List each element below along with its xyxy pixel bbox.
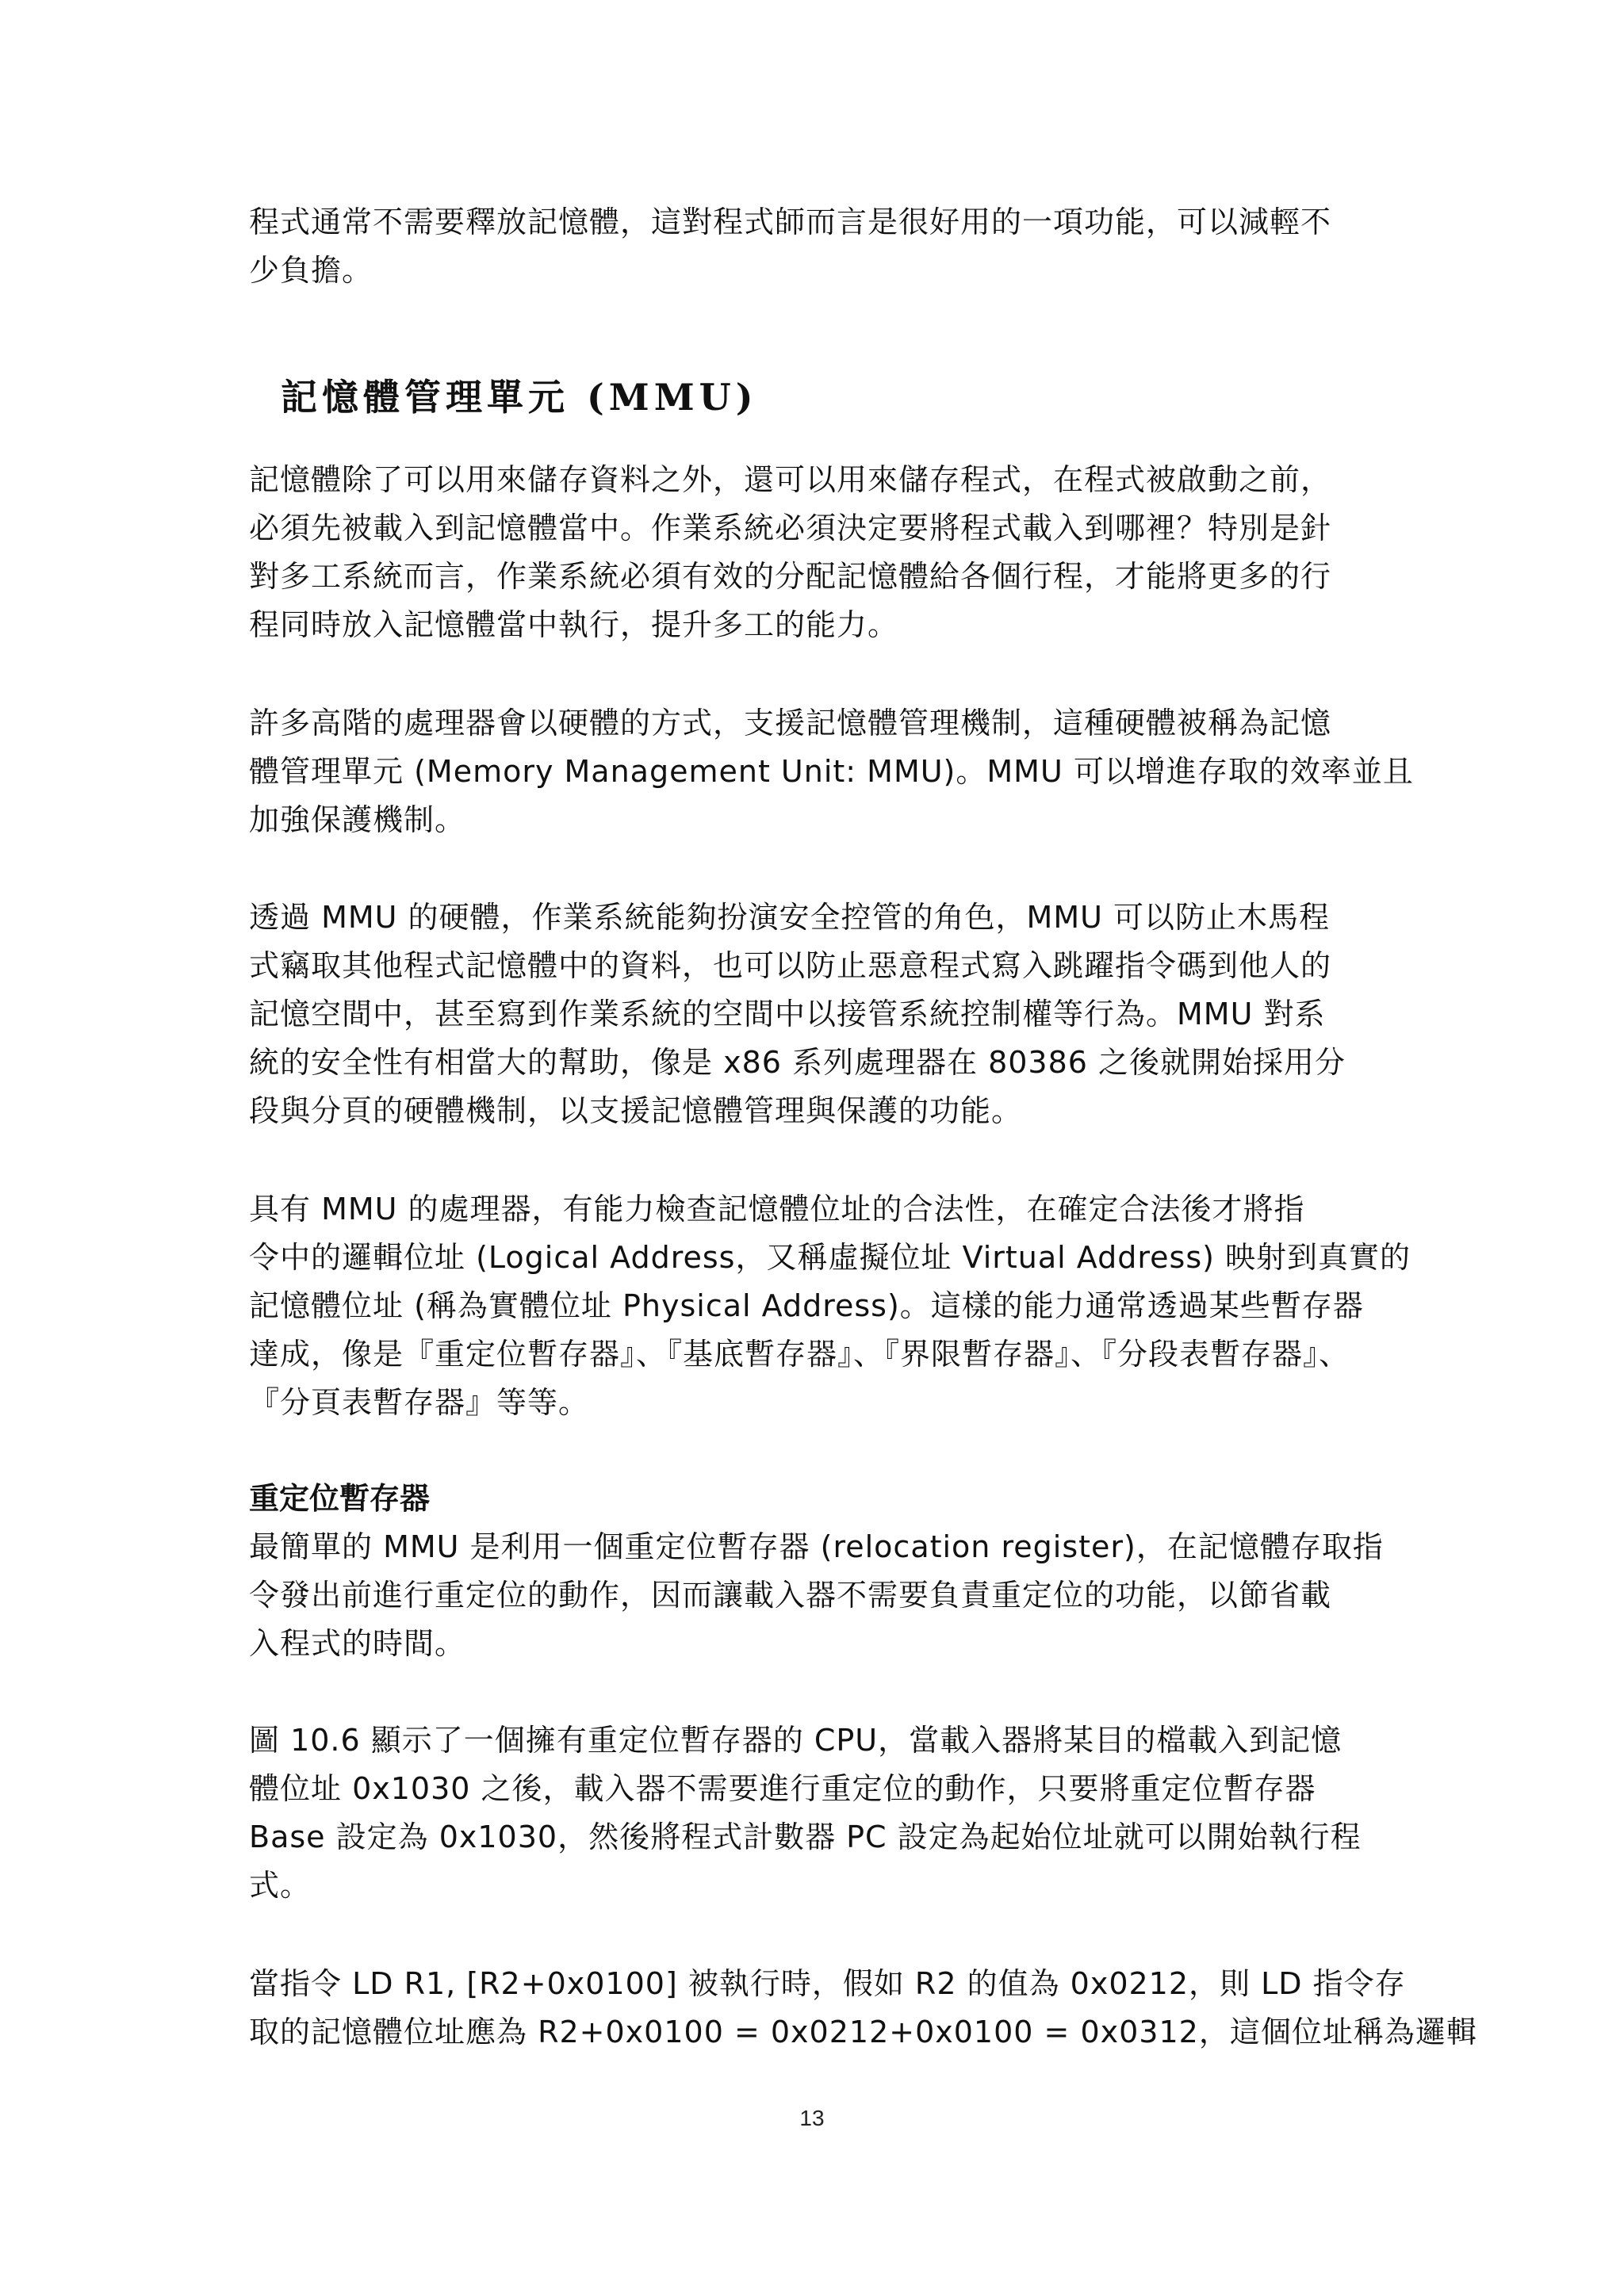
text-line: 具有 MMU 的處理器，有能力檢查記憶體位址的合法性，在確定合法後才將指 bbox=[249, 1192, 1305, 1226]
text-line: 圖 10.6 顯示了一個擁有重定位暫存器的 CPU，當載入器將某目的檔載入到記憶 bbox=[249, 1723, 1342, 1758]
section-title: 記憶體管理單元 (MMU) bbox=[281, 376, 758, 419]
text-line: 令中的邏輯位址 (Logical Address，又稱虛擬位址 Virtual Address) 映射到真實的 bbox=[249, 1240, 1411, 1275]
text-line: 式竊取其他程式記憶體中的資料，也可以防止惡意程式寫入跳躍指令碼到他人的 bbox=[249, 948, 1332, 983]
intro-paragraph bbox=[249, 198, 1391, 295]
text-line: 記憶體位址 (稱為實體位址 Physical Address)。這樣的能力通常透過某些暫存器 bbox=[249, 1288, 1364, 1323]
paragraph-address-translation bbox=[249, 1185, 1411, 1427]
text-line: 統的安全性有相當大的幫助，像是 x86 系列處理器在 80386 之後就開始採用分 bbox=[249, 1045, 1346, 1080]
text-line: 當指令 LD R1, [R2+0x0100] 被執行時，假如 R2 的值為 0x0212，則 LD 指令存 bbox=[249, 1966, 1406, 2001]
text-line: 記憶空間中，甚至寫到作業系統的空間中以接管系統控制權等行為。MMU 對系 bbox=[249, 997, 1326, 1031]
page-number: 13 bbox=[799, 2106, 825, 2130]
text-line: 入程式的時間。 bbox=[249, 1626, 466, 1661]
text-line: 透過 MMU 的硬體，作業系統能夠扮演安全控管的角色，MMU 可以防止木馬程 bbox=[249, 900, 1331, 935]
text-line: 許多高階的處理器會以硬體的方式，支援記憶體管理機制，這種硬體被稱為記憶 bbox=[249, 706, 1332, 740]
paragraph-mmu-security bbox=[249, 894, 1391, 1135]
text-line: 程式通常不需要釋放記憶體，這對程式師而言是很好用的一項功能，可以減輕不 bbox=[249, 205, 1332, 239]
text-line: 段與分頁的硬體機制，以支援記憶體管理與保護的功能。 bbox=[249, 1093, 1023, 1128]
text-line: 記憶體除了可以用來儲存資料之外，還可以用來儲存程式，在程式被啟動之前， bbox=[249, 462, 1332, 497]
paragraph-figure-description bbox=[249, 1716, 1391, 1910]
text-line: 體管理單元 (Memory Management Unit: MMU)。MMU 可以增進存取的效率並且 bbox=[249, 754, 1414, 789]
text-line: 最簡單的 MMU 是利用一個重定位暫存器 (relocation register)，在記憶體存取指 bbox=[249, 1529, 1384, 1564]
text-line: 取的記憶體位址應為 R2+0x0100 = 0x0212+0x0100 = 0x0312，這個位址稱為邏輯 bbox=[249, 2015, 1477, 2049]
text-line: 式。 bbox=[249, 1868, 312, 1903]
paragraph-memory-loading bbox=[249, 456, 1391, 649]
text-line: 少負擔。 bbox=[249, 253, 373, 288]
text-line: 必須先被載入到記憶體當中。作業系統必須決定要將程式載入到哪裡？特別是針 bbox=[249, 511, 1332, 545]
subsection-title: 重定位暫存器 bbox=[249, 1481, 431, 1516]
text-line: 達成，像是『重定位暫存器』、『基底暫存器』、『界限暫存器』、『分段表暫存器』、 bbox=[249, 1337, 1350, 1372]
text-line: 加強保護機制。 bbox=[249, 802, 466, 837]
text-line: 程同時放入記憶體當中執行，提升多工的能力。 bbox=[249, 607, 899, 642]
text-line: 對多工系統而言，作業系統必須有效的分配記憶體給各個行程，才能將更多的行 bbox=[249, 559, 1332, 594]
text-line: 令發出前進行重定位的動作，因而讓載入器不需要負責重定位的功能，以節省載 bbox=[249, 1578, 1332, 1613]
subsection-heading-block bbox=[249, 1475, 1391, 1523]
text-line: Base 設定為 0x1030，然後將程式計數器 PC 設定為起始位址就可以開始執行程 bbox=[249, 1820, 1362, 1854]
paragraph-mmu-definition bbox=[249, 699, 1414, 844]
text-line: 體位址 0x1030 之後，載入器不需要進行重定位的動作，只要將重定位暫存器 bbox=[249, 1771, 1316, 1806]
paragraph-instruction-example bbox=[249, 1960, 1477, 2057]
paragraph-relocation-register bbox=[249, 1523, 1391, 1668]
text-line: 『分頁表暫存器』等等。 bbox=[249, 1385, 590, 1420]
